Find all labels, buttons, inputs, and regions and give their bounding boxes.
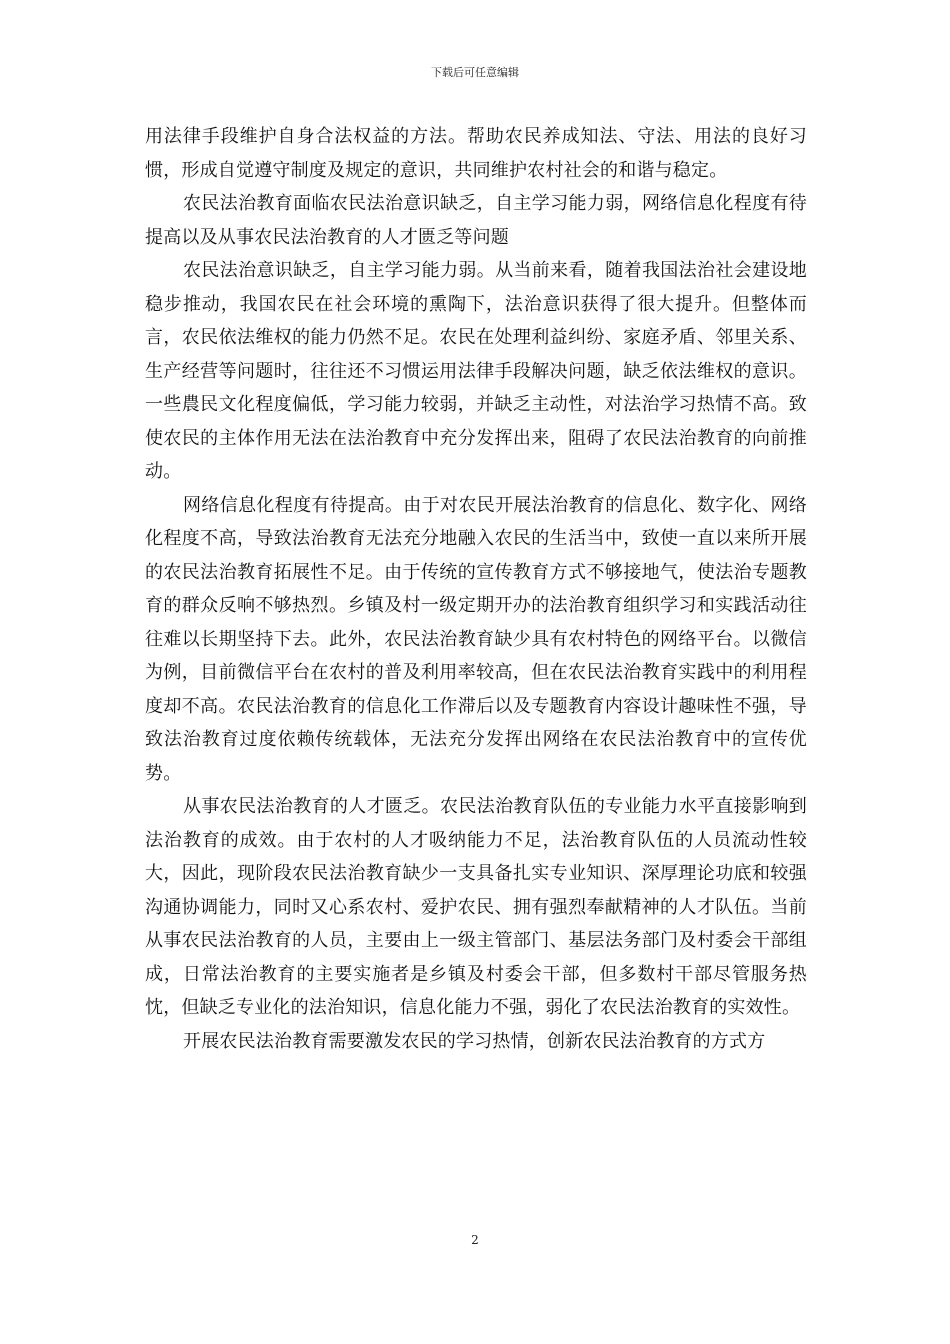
document-body xyxy=(145,120,807,1058)
paragraph-4: 网络信息化程度有待提高。由于对农民开展法治教育的信息化、数字化、网络化程度不高，导致法治教育无法充分地融入农民的生活当中，致使一直以来所开展的农民法治教育拓展性不足。由于传统的宣传教育方式不够接地气，使法治专题教育的群众反响不够热烈。乡镇及村一级定期开办的法治教育组织学习和实践活动往往难以长期坚持下去。此外，农民法治教育缺少具有农村特色的网络平台。以微信为例，目前微信平台在农村的普及利用率较高，但在农民法治教育实践中的利用程度却不高。农民法治教育的信息化工作滞后以及专题教育内容设计趣味性不强，导致法治教育过度依赖传统载体，无法充分发挥出网络在农民法治教育中的宣传优势。 xyxy=(145,494,807,784)
page-header: 下载后可任意编辑 xyxy=(431,66,519,79)
paragraph-5: 从事农民法治教育的人才匮乏。农民法治教育队伍的专业能力水平直接影响到法治教育的成效。由于农村的人才吸纳能力不足，法治教育队伍的人员流动性较大，因此，现阶段农民法治教育缺少一支具备扎实专业知识、深厚理论功底和较强沟通协调能力，同时又心系农村、爱护农民、拥有强烈奉献精神的人才队伍。当前从事农民法治教育的人员，主要由上一级主管部门、基层法务部门及村委会干部组成，日常法治教育的主要实施者是乡镇及村委会干部，但多数村干部尽管服务热忱，但缺乏专业化的法治知识，信息化能力不强，弱化了农民法治教育的实效性。 xyxy=(145,796,807,1018)
paragraph-3: 农民法治意识缺乏，自主学习能力弱。从当前来看，随着我国法治社会建设地稳步推动，我国农民在社会环境的熏陶下，法治意识获得了很大提升。但整体而言，农民依法维权的能力仍然不足。农民在处理利益纠纷、家庭矛盾、邻里关系、生产经营等问题时，往往还不习惯运用法律手段解决问题，缺乏依法维权的意识。一些農民文化程度偏低，学习能力较弱，并缺乏主动性，对法治学习热情不高。致使农民的主体作用无法在法治教育中充分发挥出来，阻碍了农民法治教育的向前推动。 xyxy=(145,260,807,482)
paragraph-1: 用法律手段维护自身合法权益的方法。帮助农民养成知法、守法、用法的良好习惯，形成自觉遵守制度及规定的意识，共同维护农村社会的和谐与稳定。 xyxy=(145,126,807,181)
page-number: 2 xyxy=(471,1233,479,1247)
paragraph-6: 开展农民法治教育需要激发农民的学习热情，创新农民法治教育的方式方 xyxy=(183,1030,766,1052)
paragraph-2-heading: 农民法治教育面临农民法治意识缺乏，自主学习能力弱，网络信息化程度有待提高以及从事农民法治教育的人才匮乏等问题 xyxy=(145,193,807,248)
